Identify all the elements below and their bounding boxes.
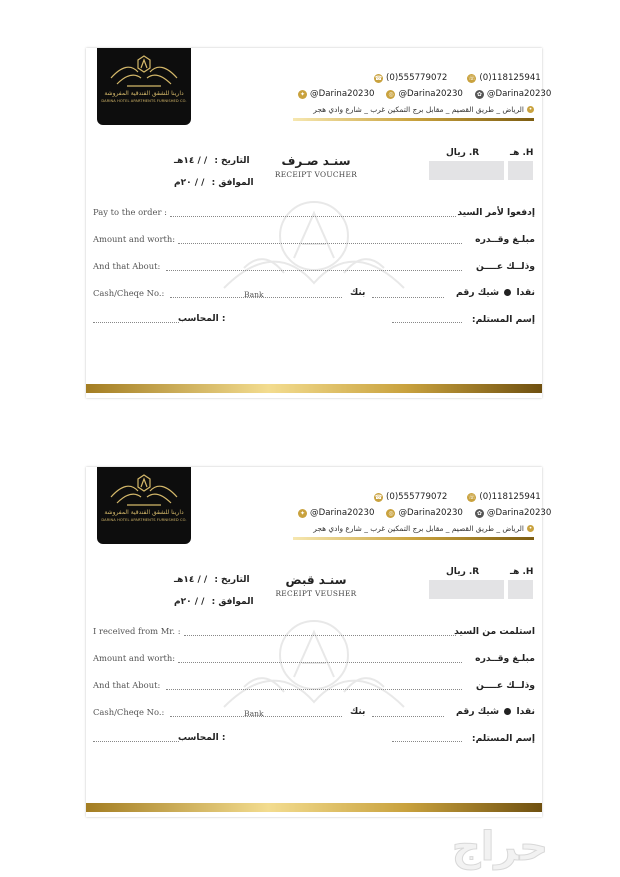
bank-field[interactable] [372, 716, 444, 717]
halala-label: هـ .H [510, 567, 534, 577]
receiver-label: إسم المستلم: [471, 733, 535, 744]
cash-label: نقدا [516, 706, 535, 717]
bank-field[interactable] [372, 297, 444, 298]
address-row [313, 524, 534, 533]
social-handle-1: @Darina20230 [310, 508, 375, 518]
hijri-date [174, 575, 250, 585]
bank-label-en: Bank [244, 709, 264, 718]
phone-2: (0)118125941 [479, 492, 541, 502]
voucher-title-en: RECEIPT VOUCHER [274, 170, 358, 179]
about-label-en: And that About: [93, 680, 161, 690]
accountant-signature-field[interactable] [93, 741, 179, 742]
footer-gold-bar [86, 384, 542, 393]
voucher-title-ar: سنـد صـرف [281, 154, 351, 168]
bank-label-ar: بنك [350, 288, 366, 298]
address-row [313, 105, 534, 114]
fax-icon: ☏ [468, 493, 476, 501]
receiver-name-field[interactable] [392, 741, 462, 742]
snapchat-icon: ✿ [476, 509, 482, 517]
location-pin-icon: • [528, 106, 533, 113]
contact-social-row [298, 508, 551, 518]
about-label-ar: وذلــك عــــن [475, 680, 535, 691]
phone-1: (0)555779072 [386, 73, 448, 83]
address-text: الرياض _ طريق القصيم _ مقابل برج التمكين غرب _ شارع وادي هجر [313, 524, 524, 533]
gregorian-date [174, 178, 254, 188]
riyal-label: ريال .R [446, 148, 480, 158]
hijri-date-label: التاريخ : [214, 575, 250, 585]
payee-label-en: Pay to the order : [93, 207, 167, 217]
riyal-field[interactable] [429, 161, 504, 180]
social-handle-3: @Darina20230 [486, 89, 552, 99]
gregorian-date [174, 597, 254, 607]
twitter-icon: ✦ [299, 90, 306, 98]
amount-field[interactable] [178, 243, 462, 244]
receiver-label: إسم المستلم: [471, 314, 535, 325]
hijri-date [174, 156, 250, 166]
footer-gold-bar [86, 803, 542, 812]
instagram-icon: ◎ [388, 90, 394, 98]
voucher-title-ar: سنـد قبض [285, 573, 347, 587]
about-label-en: And that About: [93, 261, 161, 271]
riyal-label: ريال .R [446, 567, 480, 577]
amount-label-en: Amount and worth: [93, 653, 176, 663]
cheque-label: شيك رقم [456, 287, 500, 298]
hijri-date-label: التاريخ : [214, 156, 250, 166]
phone-2: (0)118125941 [479, 73, 541, 83]
amount-label-en: Amount and worth: [93, 234, 176, 244]
header-gold-line [293, 118, 534, 121]
crest-icon [97, 48, 191, 90]
received-from-label-ar: استلمت من السيد [454, 626, 535, 637]
halala-field[interactable] [508, 161, 533, 180]
contact-phone-row [374, 73, 541, 83]
payment-voucher [86, 48, 552, 398]
amount-label-ar: مبلـغ وقــدره [475, 234, 535, 245]
crest-icon [97, 467, 191, 509]
hijri-date-value[interactable]: / / ١٤هـ [174, 156, 208, 166]
received-from-label-en: I received from Mr. : [93, 626, 181, 636]
phone-1: (0)555779072 [386, 492, 448, 502]
radio-dot-icon[interactable] [504, 708, 511, 715]
twitter-icon: ✦ [299, 509, 306, 517]
social-handle-1: @Darina20230 [310, 89, 375, 99]
payee-label-ar: إدفعوا لأمر السيد [457, 207, 535, 218]
company-logo [97, 467, 191, 544]
payee-field[interactable] [170, 216, 456, 217]
social-handle-3: @Darina20230 [486, 508, 552, 518]
riyal-field[interactable] [429, 580, 504, 599]
accountant-signature-field[interactable] [93, 322, 179, 323]
cheque-label: شيك رقم [456, 706, 500, 717]
header-gold-line [293, 537, 534, 540]
bank-label-en: Bank [244, 290, 264, 299]
logo-name-en: DARINA HOTEL APARTMENTS FURNISHED CO. [101, 99, 187, 103]
cash-label: نقدا [516, 287, 535, 298]
receipt-voucher [86, 467, 552, 817]
about-field[interactable] [166, 689, 462, 690]
gregorian-date-label: الموافق : [211, 178, 254, 188]
company-logo [97, 48, 191, 125]
phone-icon: ☎ [374, 74, 383, 82]
cash-cheque-label-en: Cash/Cheqe No.: [93, 288, 165, 298]
gregorian-date-value[interactable]: / / ٢٠م [174, 597, 205, 607]
contact-social-row [298, 89, 551, 99]
logo-name-ar: دارينا للشقق الفندقية المفروشة [104, 509, 184, 516]
receiver-name-field[interactable] [392, 322, 462, 323]
halala-label: هـ .H [510, 148, 534, 158]
halala-field[interactable] [508, 580, 533, 599]
address-text: الرياض _ طريق القصيم _ مقابل برج التمكين غرب _ شارع وادي هجر [313, 105, 524, 114]
gregorian-date-label: الموافق : [211, 597, 254, 607]
phone-icon: ☎ [374, 493, 383, 501]
location-pin-icon: • [528, 525, 533, 532]
logo-name-en: DARINA HOTEL APARTMENTS FURNISHED CO. [101, 518, 187, 522]
about-field[interactable] [166, 270, 462, 271]
amount-field[interactable] [178, 662, 462, 663]
received-from-field[interactable] [184, 635, 456, 636]
hijri-date-value[interactable]: / / ١٤هـ [174, 575, 208, 585]
instagram-icon: ◎ [388, 509, 394, 517]
cash-cheque-label-ar [456, 706, 535, 717]
accountant-label: المحاسب : [178, 733, 226, 743]
radio-dot-icon[interactable] [504, 289, 511, 296]
cash-cheque-label-en: Cash/Cheqe No.: [93, 707, 165, 717]
voucher-title-en: RECEIPT VEUSHER [275, 589, 357, 598]
about-label-ar: وذلــك عــــن [475, 261, 535, 272]
amount-label-ar: مبلـغ وقــدره [475, 653, 535, 664]
logo-name-ar: دارينا للشقق الفندقية المفروشة [104, 90, 184, 97]
social-handle-2: @Darina20230 [398, 508, 463, 518]
fax-icon: ☏ [468, 74, 476, 82]
contact-phone-row [374, 492, 541, 502]
haraj-watermark-text: حراج [451, 824, 549, 870]
accountant-label: المحاسب : [178, 314, 226, 324]
haraj-watermark-logo [385, 820, 615, 875]
social-handle-2: @Darina20230 [398, 89, 463, 99]
cash-cheque-label-ar [456, 287, 535, 298]
snapchat-icon: ✿ [476, 90, 482, 98]
bank-label-ar: بنك [350, 707, 366, 717]
gregorian-date-value[interactable]: / / ٢٠م [174, 178, 205, 188]
